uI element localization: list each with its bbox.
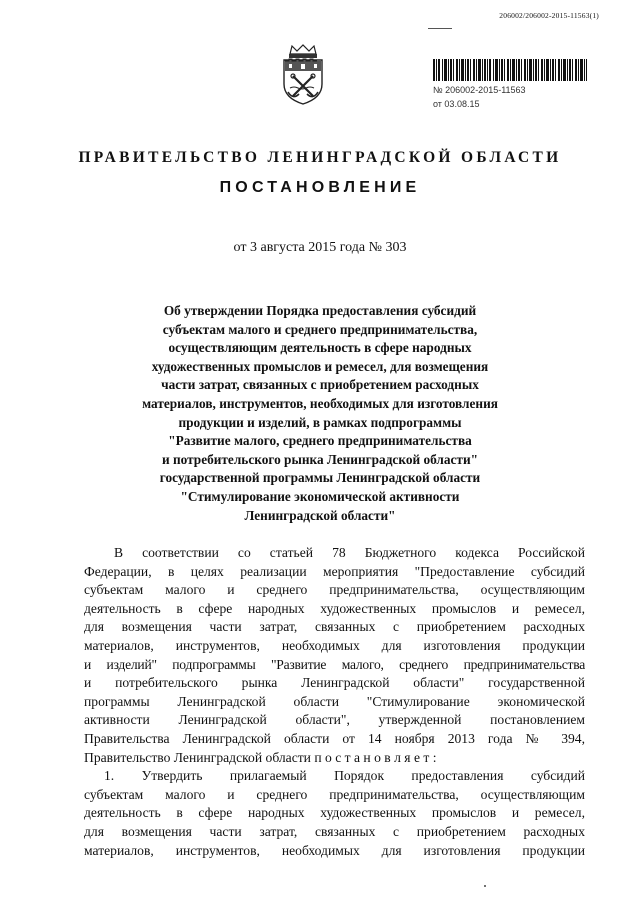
decree-body [84,544,585,860]
title-line: Ленинградской области" [244,507,396,523]
body-line: программы Ленинградской области "Стимулирование экономической [84,693,585,709]
body-item-1: 1. Утвердить прилагаемый Порядок предоставления субсидий [104,768,585,784]
body-line: материалов, инструментов, необходимых для изготовления продукции [84,637,585,653]
body-line: активности Ленинградской области", утвержденной постановлением [84,712,585,728]
title-line: и потребительского рынка Ленинградской области" [161,451,478,467]
leningrad-oblast-coat-of-arms-icon [280,44,326,106]
reference-underline [428,28,452,29]
title-line: материалов, инструментов, необходимых для изготовления [142,395,498,411]
issuer-heading: ПРАВИТЕЛЬСТВО ЛЕНИНГРАДСКОЙ ОБЛАСТИ [78,149,562,166]
body-line: Федерации, в целях реализации мероприятия "Предоставление субсидий [84,563,585,579]
body-line: материалов, инструментов, необходимых для изготовления продукции [84,842,585,858]
body-line: и изделий" подпрограммы "Развитие малого, среднего предпринимательства [84,656,585,672]
title-line: "Развитие малого, среднего предпринимательства [168,433,472,449]
title-line: субъектам малого и среднего предпринимательства, [162,321,478,337]
body-line: субъектам малого и среднего предпринимательства, осуществляющим [84,786,585,802]
body-line-resolves: Правительство Ленинградской области п о с т а н о в л я е т : [84,749,437,765]
barcode-icon [433,59,587,81]
title-line: художественных промыслов и ремесел, для возмещения [151,358,489,374]
body-line: для возмещения части затрат, связанных с приобретением расходных [84,619,585,635]
document-type-heading: ПОСТАНОВЛЕНИЕ [219,179,421,196]
title-line: осуществляющим деятельность в сфере народных [168,340,472,356]
registration-date: от 03.08.15 [433,99,480,109]
body-line: деятельность в сфере народных художественных промыслов и ремесел, [84,805,585,821]
body-line: для возмещения части затрат, связанных с приобретением расходных [84,823,585,839]
body-line: субъектам малого и среднего предпринимательства, осуществляющим [84,582,585,598]
title-line: государственной программы Ленинградской области [159,470,481,486]
title-line: части затрат, связанных с приобретением расходных [161,377,479,393]
body-line: деятельность в сфере народных художественных промыслов и ремесел, [84,600,585,616]
title-line: продукции и изделий, в рамках подпрограммы [178,414,462,430]
decree-date-number: от 3 августа 2015 года № 303 [233,240,407,255]
title-line: Об утверждении Порядка предоставления субсидий [163,303,477,318]
title-line: "Стимулирование экономической активности [180,488,460,504]
document-reference: 206002/206002-2015-11563(1) [499,11,599,20]
body-line: Правительства Ленинградской области от 14 ноября 2013 года № 394, [84,730,585,746]
registration-number: № 206002-2015-11563 [433,85,526,95]
body-line: и потребительского рынка Ленинградской области" государственной [84,675,585,691]
scan-speck [484,885,486,887]
decree-title [120,302,520,525]
body-line: В соответствии со статьей 78 Бюджетного кодекса Российской [114,545,585,560]
